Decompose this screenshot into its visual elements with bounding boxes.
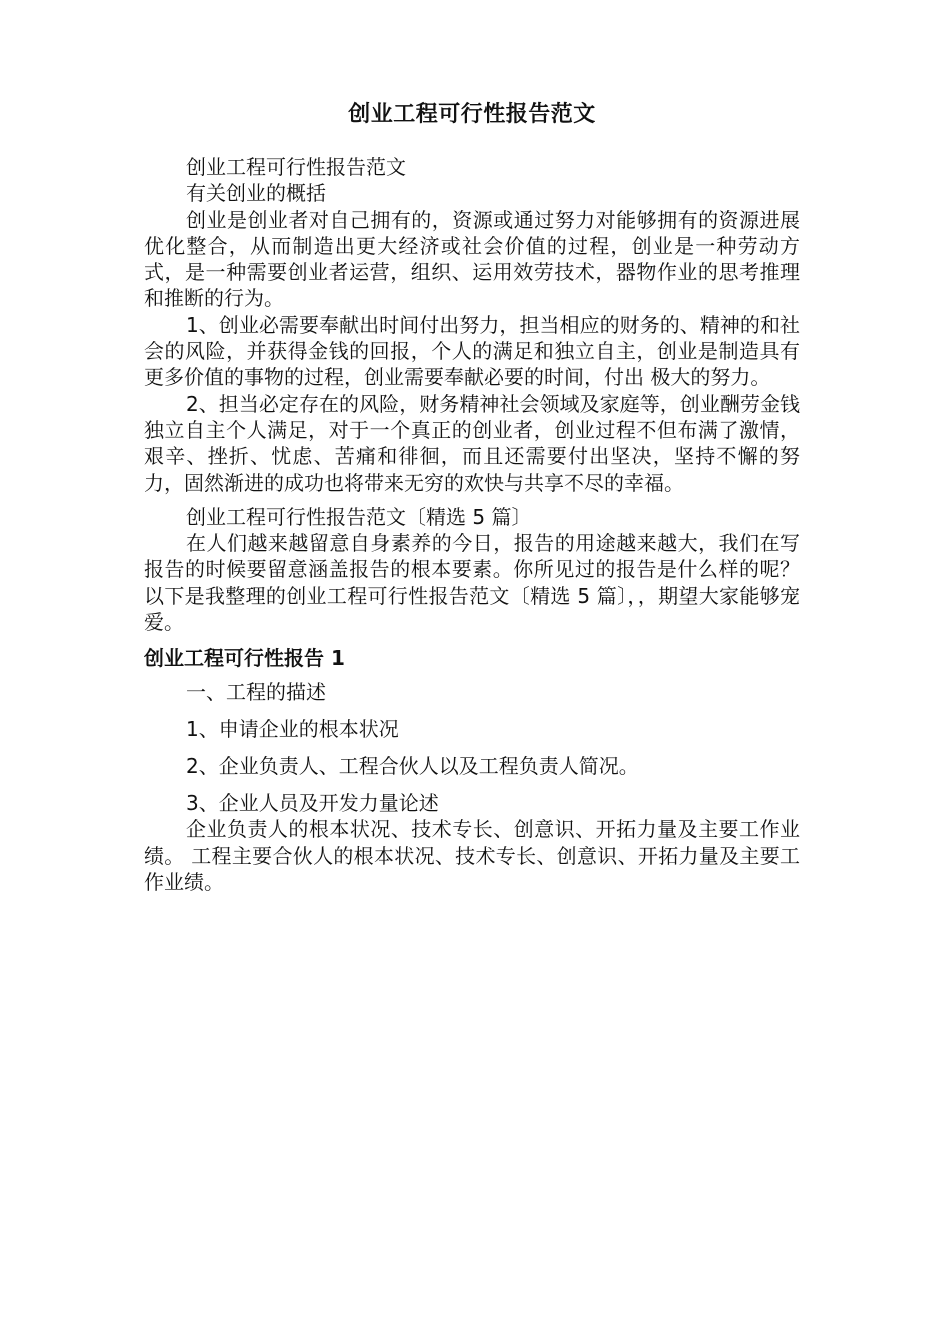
- list-item: 一、工程的描述: [186, 680, 326, 705]
- list-item: 2、企业负责人、工程合伙人以及工程负责人简况。: [186, 754, 639, 779]
- paragraph-selection-title: 创业工程可行性报告范文〔精选 5 篇〕: [186, 504, 532, 529]
- list-item: 1、申请企业的根本状况: [186, 717, 399, 742]
- paragraph-subtitle: 创业工程可行性报告范文: [186, 155, 406, 179]
- paragraph-introduction: 在人们越来越留意自身素养的今日，报告的用途越来越大，我们在写报告的时候要留意涵盖报告的根本要素。你所见过的报告是什么样的呢？以下是我整理的创业工程可行性报告范文〔精选 5 篇〕，，期望大家能够宠爱。: [144, 531, 800, 635]
- paragraph-point-2: 2、担当必定存在的风险，财务精神社会领域及家庭等，创业酬劳金钱独立自主个人满足，对于一个真正的创业者，创业过程不但布满了激情，艰辛、挫折、忧虑、苦痛和徘徊，而且还需要付出坚决，坚持不懈的努力，固然渐进的成功也将带来无穷的欢快与共享不尽的幸福。: [144, 391, 800, 495]
- paragraph-point-1: 1、创业必需要奉献出时间付出努力，担当相应的财务的、精神的和社会的风险，并获得金钱的回报，个人的满足和独立自主，创业是制造具有更多价值的事物的过程，创业需要奉献必要的时间，付出 极大的努力。: [144, 312, 800, 390]
- paragraph-overview-heading: 有关创业的概括: [186, 181, 326, 206]
- paragraph-entrepreneurship-definition: 创业是创业者对自己拥有的，资源或通过努力对能够拥有的资源进展优化整合，从而制造出更大经济或社会价值的过程，创业是一种劳动方式，是一种需要创业者运营，组织、运用效劳技术，器物作业的思考推理和推断的行为。: [144, 207, 800, 311]
- paragraph-leader-profile: 企业负责人的根本状况、技术专长、创意识、开拓力量及主要工作业绩。 工程主要合伙人的根本状况、技术专长、创意识、开拓力量及主要工作业绩。: [144, 817, 800, 894]
- document-body: [144, 98, 800, 895]
- list-item: 3、企业人员及开发力量论述: [186, 791, 439, 816]
- section-heading-report-1: 创业工程可行性报告 1: [144, 646, 345, 671]
- document-title: 创业工程可行性报告范文: [348, 102, 596, 127]
